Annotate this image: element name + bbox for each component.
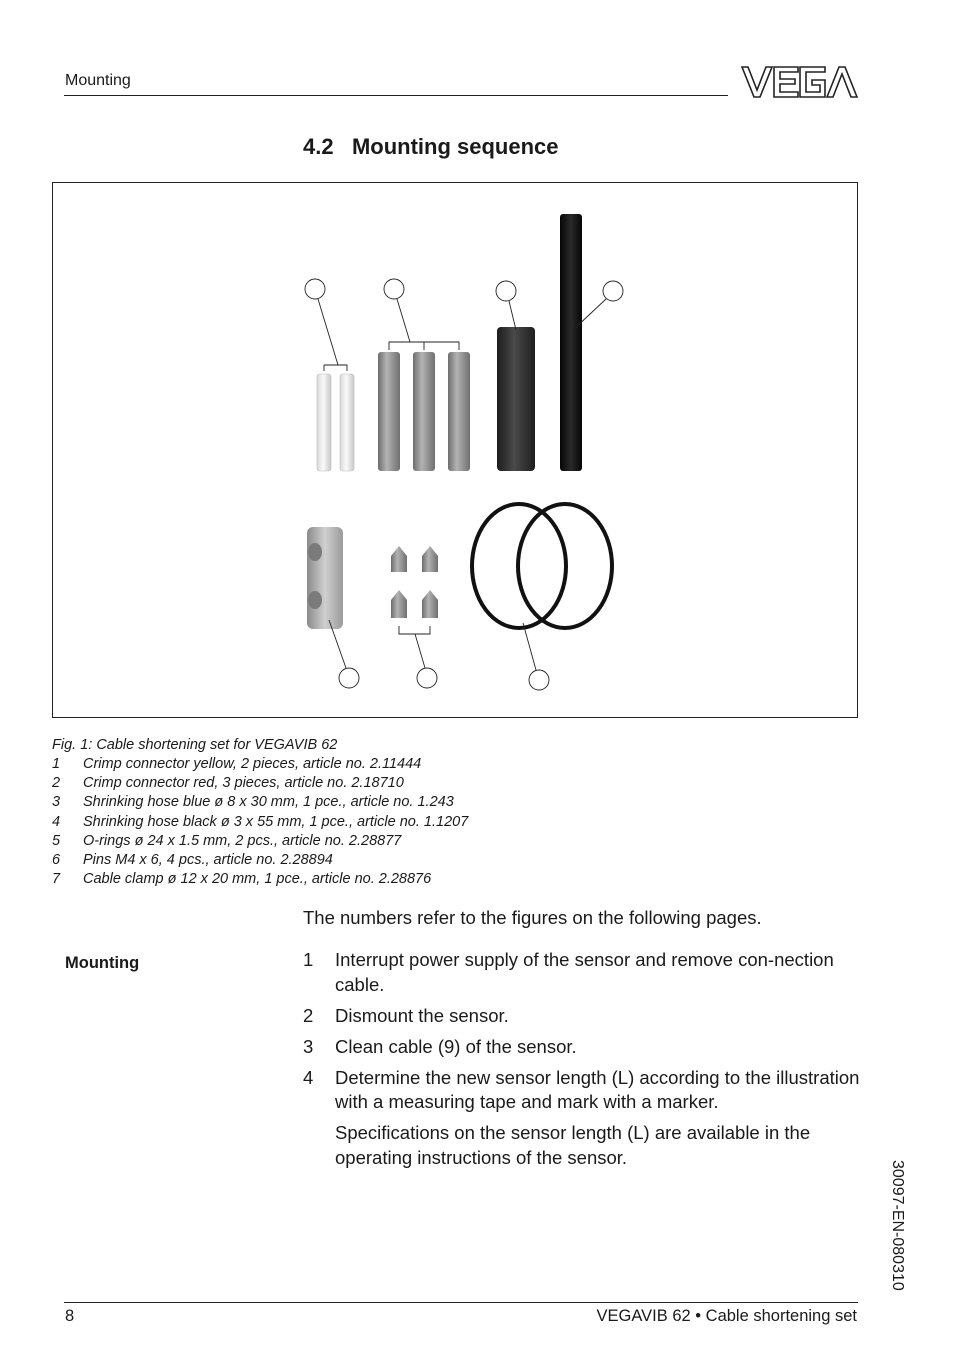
step-note: Specifications on the sensor length (L) are available in the operating instructions of the sensor. [335, 1122, 811, 1168]
shrinking-hose-blue [497, 327, 535, 471]
footer-title: VEGAVIB 62 • Cable shortening set [596, 1307, 857, 1325]
header-rule [64, 95, 728, 96]
crimp-connectors-yellow [317, 374, 354, 471]
section-title [303, 134, 559, 160]
pins-m4 [391, 546, 438, 618]
legend-item: 3 Shrinking hose blue ø 8 x 30 mm, 1 pce., article no. 1.243 [52, 794, 454, 811]
vega-logo [740, 64, 858, 100]
legend-item: 7 Cable clamp ø 12 x 20 mm, 1 pce., article no. 2.28876 [52, 871, 432, 888]
section-title-text: Mounting sequence [351, 134, 559, 159]
footer-rule [64, 1302, 858, 1303]
svg-text:VEGA: VEGA [740, 64, 743, 65]
steps-list [303, 948, 863, 1170]
margin-label-mounting: Mounting [65, 954, 140, 972]
shrinking-hose-black [560, 214, 582, 471]
figure-caption: Fig. 1: Cable shortening set for VEGAVIB 62 [52, 737, 338, 753]
legend-item: 5 O-rings ø 24 x 1.5 mm, 2 pcs., article no. 2.28877 [52, 832, 402, 849]
cable-clamp [307, 527, 343, 629]
step-item: 1 Interrupt power supply of the sensor and remove con-nection cable. [303, 949, 834, 995]
page-number: 8 [65, 1307, 75, 1325]
legend-item: 1 Crimp connector yellow, 2 pieces, article no. 2.11444 [52, 756, 422, 772]
header-section-label: Mounting [65, 72, 131, 89]
step-item: 4 Determine the new sensor length (L) according to the illustration with a measuring tape and mark with a marker. [303, 1066, 860, 1112]
step-item: 3 Clean cable (9) of the sensor. [303, 1035, 577, 1057]
legend-item: 6 Pins M4 x 6, 4 pcs., article no. 2.28894 [52, 852, 333, 869]
crimp-connectors-red [378, 352, 470, 471]
document-number: 30097-EN-080310 [889, 1160, 906, 1291]
cable-shortening-set-illustration [52, 182, 858, 718]
legend-item: 2 Crimp connector red, 3 pieces, article no. 2.18710 [52, 775, 404, 792]
figure-legend [52, 755, 468, 889]
step-item: 2 Dismount the sensor. [303, 1004, 509, 1026]
section-number: 4.2 [303, 134, 334, 159]
intro-text: The numbers refer to the figures on the following pages. [303, 907, 762, 928]
o-rings [472, 504, 612, 628]
legend-item: 4 Shrinking hose black ø 3 x 55 mm, 1 pce., article no. 1.1207 [52, 813, 469, 830]
